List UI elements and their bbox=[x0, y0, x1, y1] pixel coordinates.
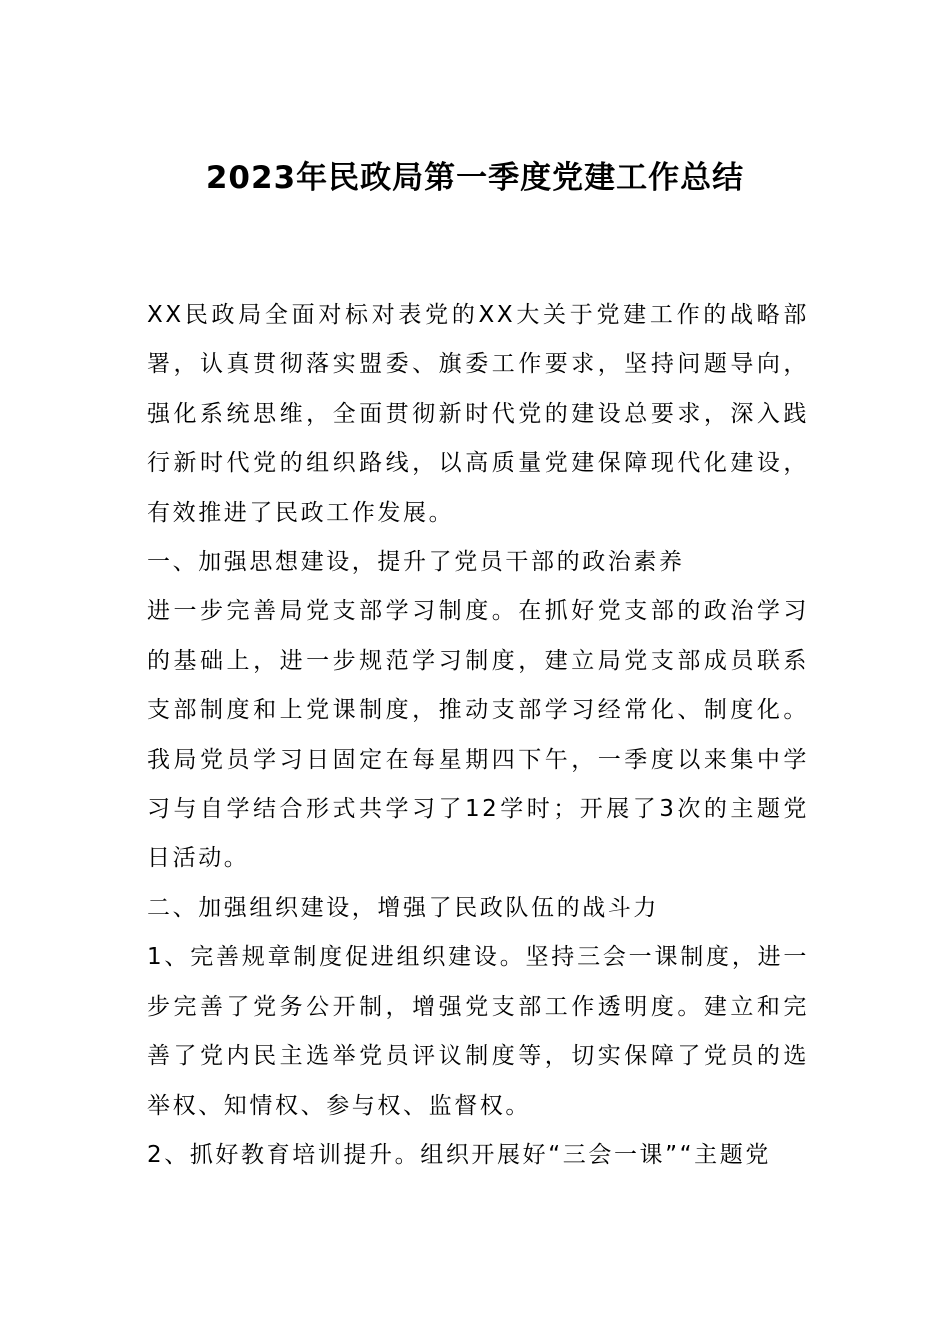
section-heading-1: 一、加强思想建设，提升了党员干部的政治素养 bbox=[147, 549, 685, 576]
body-paragraph: 2、抓好教育培训提升。组织开展好“三会一课”“主题党 bbox=[147, 1141, 771, 1168]
body-paragraph: 进一步完善局党支部学习制度。在抓好党支部的政治学习的基础上，进一步规范学习制度，建立局党支部成员联系支部制度和上党课制度，推动支部学习经常化、制度化。我局党员学习日固定在每星期四下午，一季度以来集中学习与自学结合形式共学习了12学时；开展了3次的主题党日活动。 bbox=[147, 598, 809, 872]
body-paragraph: 1、完善规章制度促进组织建设。坚持三会一课制度，进一步完善了党务公开制，增强党支部工作透明度。建立和完善了党内民主选举党员评议制度等，切实保障了党员的选举权、知情权、参与权、监督权。 bbox=[147, 944, 809, 1119]
section-heading-2: 二、加强组织建设，增强了民政队伍的战斗力 bbox=[147, 894, 659, 921]
document-body bbox=[147, 291, 809, 1180]
intro-paragraph: XX民政局全面对标对表党的XX大关于党建工作的战略部署，认真贯彻落实盟委、旗委工作要求，坚持问题导向，强化系统思维，全面贯彻新时代党的建设总要求，深入践行新时代党的组织路线，以高质量党建保障现代化建设，有效推进了民政工作发展。 bbox=[147, 302, 809, 526]
document-title: 2023年民政局第一季度党建工作总结 bbox=[205, 160, 745, 196]
